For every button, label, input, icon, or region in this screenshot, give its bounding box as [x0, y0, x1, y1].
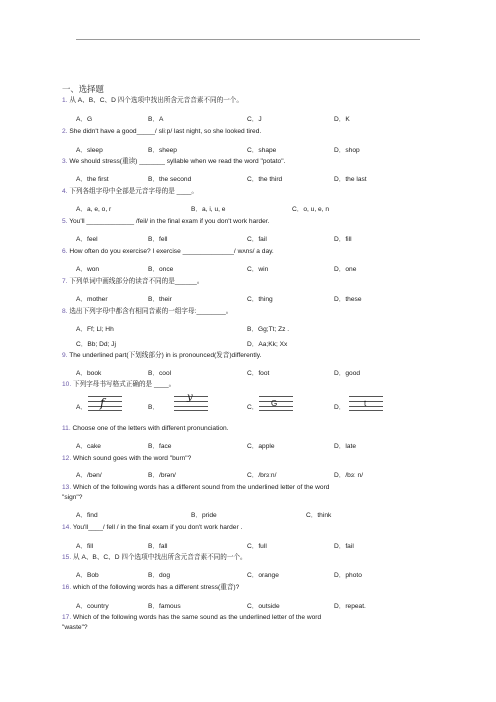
option-a: A．a, e, o, r — [76, 206, 112, 213]
question-number: 12. — [62, 455, 72, 462]
option-d: D．late — [334, 443, 356, 450]
question-stem: 下列字母书写格式正确的是 ____。 — [73, 381, 176, 388]
handwriting-lines-d — [349, 396, 383, 410]
option-a: A．the first — [76, 176, 109, 183]
question-number: 2. — [62, 128, 68, 135]
question-14 — [62, 524, 242, 532]
option-a: A．cake — [76, 443, 101, 450]
question-16 — [62, 584, 239, 592]
option-b: B．a, i, u, e — [191, 206, 226, 213]
option-b: B．the second — [148, 176, 192, 183]
option-c: C．thing — [247, 296, 273, 303]
option-c: C．shape — [247, 147, 277, 154]
option-b: B．face — [148, 443, 172, 450]
question-stem: 从 A、B、C、D 四个选项中找出所含元音音素不同的一个。 — [73, 554, 247, 561]
question-9 — [62, 352, 261, 360]
question-number: 14. — [62, 524, 72, 531]
option-c: C．the third — [247, 176, 283, 183]
question-stem: Choose one of the letters with different pronunciation. — [72, 425, 229, 432]
section-title: 一、选择题 — [62, 84, 104, 94]
option-d: D．fill — [334, 236, 352, 243]
option-d: D．Aa;Kk; Xx — [247, 341, 288, 348]
option-b: B．sheep — [148, 147, 177, 154]
option-c: C．orange — [247, 572, 279, 579]
letter-glyph: G — [271, 399, 278, 408]
question-number: 7. — [62, 278, 68, 285]
option-a: A．country — [76, 603, 109, 610]
option-c: C．o, u, e, n — [292, 206, 330, 213]
option-d: D．repeat. — [334, 603, 366, 610]
option-b: B．/brən/ — [148, 472, 176, 479]
option-a: A． — [76, 404, 87, 411]
option-d: D．photo — [334, 572, 362, 579]
question-7 — [62, 278, 203, 286]
question-2 — [62, 128, 261, 136]
question-6 — [62, 248, 274, 256]
question-stem: We should stress(重读) _______ syllable when we read the word "potato". — [69, 158, 286, 165]
question-stem: Which sound goes with the word "burn"? — [73, 455, 192, 462]
handwriting-lines-b — [174, 392, 208, 410]
question-stem: She didn't have a good_____/ sliːp/ last night, so she looked tired. — [69, 128, 262, 135]
option-a: A．Bob — [76, 572, 99, 579]
option-b: B．A — [148, 116, 164, 123]
option-a: A．mother — [76, 296, 108, 303]
option-c: C．foot — [247, 370, 270, 377]
option-d: D．these — [334, 296, 362, 303]
question-number: 9. — [62, 352, 68, 359]
option-c: C．think — [306, 512, 332, 519]
option-d: D． — [334, 404, 346, 411]
option-c: C．/brɜːn/ — [247, 472, 277, 479]
option-a: A．/bən/ — [76, 472, 102, 479]
question-number: 16. — [62, 584, 72, 591]
question-stem: Which of the following words has the same sound as the underlined letter of the word — [73, 614, 322, 621]
option-d: D．good — [334, 370, 361, 377]
question-13 — [62, 484, 329, 492]
question-stem-continued: "waste"? — [62, 624, 88, 631]
option-d: D．fail — [334, 543, 354, 550]
question-number: 4. — [62, 188, 68, 195]
option-b: B．fall — [148, 543, 168, 550]
question-15 — [62, 554, 247, 562]
option-a: A．find — [76, 512, 98, 519]
option-d: D．the last — [334, 176, 367, 183]
letter-glyph: f — [100, 396, 105, 410]
question-number: 5. — [62, 218, 68, 225]
question-8 — [62, 308, 232, 316]
option-b: B．cool — [148, 370, 172, 377]
question-stem: 下列各组字母中全部是元音字母的是 ____。 — [69, 188, 198, 195]
question-1 — [62, 97, 243, 105]
question-stem: You'll____/ fell / in the final exam if you don't work harder . — [72, 524, 243, 531]
option-b: B．once — [148, 266, 174, 273]
handwriting-lines-a — [88, 396, 122, 410]
option-b: B．their — [148, 296, 172, 303]
option-c: C． — [247, 404, 259, 411]
option-a: A．G — [76, 116, 93, 123]
header-rule — [76, 39, 420, 40]
option-b: B．Gg;Tt; Zz . — [247, 326, 290, 333]
option-a: A．fill — [76, 543, 94, 550]
question-number: 6. — [62, 248, 68, 255]
option-a: A．feel — [76, 236, 98, 243]
option-c: C．J — [247, 116, 262, 123]
question-number: 10. — [62, 381, 72, 388]
question-17 — [62, 614, 321, 622]
option-b: B．dog — [148, 572, 170, 579]
option-b: B． — [148, 404, 159, 411]
option-d: D．K — [334, 116, 350, 123]
question-stem: How often do you exercise? I exercise ______________/ wʌns/ a day. — [69, 248, 274, 255]
question-number: 8. — [62, 308, 68, 315]
option-c: C．fail — [247, 236, 267, 243]
option-c: C．outside — [247, 603, 280, 610]
option-a: A．won — [76, 266, 100, 273]
option-c: C．full — [247, 543, 267, 550]
question-4 — [62, 188, 198, 196]
option-a: A．Ff; Ll; Hh — [76, 326, 114, 333]
question-stem: The underlined part(下划线部分) in is pronounced(发音)differently. — [69, 352, 262, 359]
option-c: C．apple — [247, 443, 275, 450]
question-5 — [62, 218, 269, 226]
option-d: D．shop — [334, 147, 360, 154]
option-b: B．fell — [148, 236, 168, 243]
option-b: B．famous — [148, 603, 181, 610]
question-number: 17. — [62, 614, 72, 621]
question-10 — [62, 381, 175, 389]
question-stem: 选出下列字母中都含有相同音素的一组字母:________。 — [69, 308, 233, 315]
question-12 — [62, 455, 191, 463]
handwriting-lines-c — [259, 396, 293, 410]
question-11 — [62, 425, 229, 433]
option-a: A．book — [76, 370, 102, 377]
letter-glyph: y — [187, 392, 193, 403]
option-c: C．Bb; Dd; Jj — [76, 341, 116, 348]
question-stem: 从 A、B、C、D 四个选项中找出所含元音音素不同的一个。 — [69, 97, 243, 104]
question-number: 13. — [62, 484, 72, 491]
option-b: B．pride — [191, 512, 217, 519]
question-stem-continued: "sign"? — [62, 494, 83, 501]
question-number: 1. — [62, 97, 68, 104]
question-number: 11. — [62, 425, 71, 432]
option-d: D．one — [334, 266, 357, 273]
question-stem: Which of the following words has a different sound from the underlined letter of the word — [73, 484, 330, 491]
option-a: A．sleep — [76, 147, 103, 154]
question-number: 15. — [62, 554, 72, 561]
question-stem: 下列单词中画线部分的读音不同的是______。 — [69, 278, 204, 285]
question-stem: which of the following words has a different stress(重音)? — [73, 584, 240, 591]
question-3 — [62, 158, 285, 166]
question-stem: You'll _____________ /feil/ in the final exam if you don't work harder. — [69, 218, 270, 225]
option-d: D．/bɜː n/ — [334, 472, 364, 479]
letter-glyph: t — [364, 399, 367, 408]
option-c: C．win — [247, 266, 269, 273]
question-number: 3. — [62, 158, 68, 165]
